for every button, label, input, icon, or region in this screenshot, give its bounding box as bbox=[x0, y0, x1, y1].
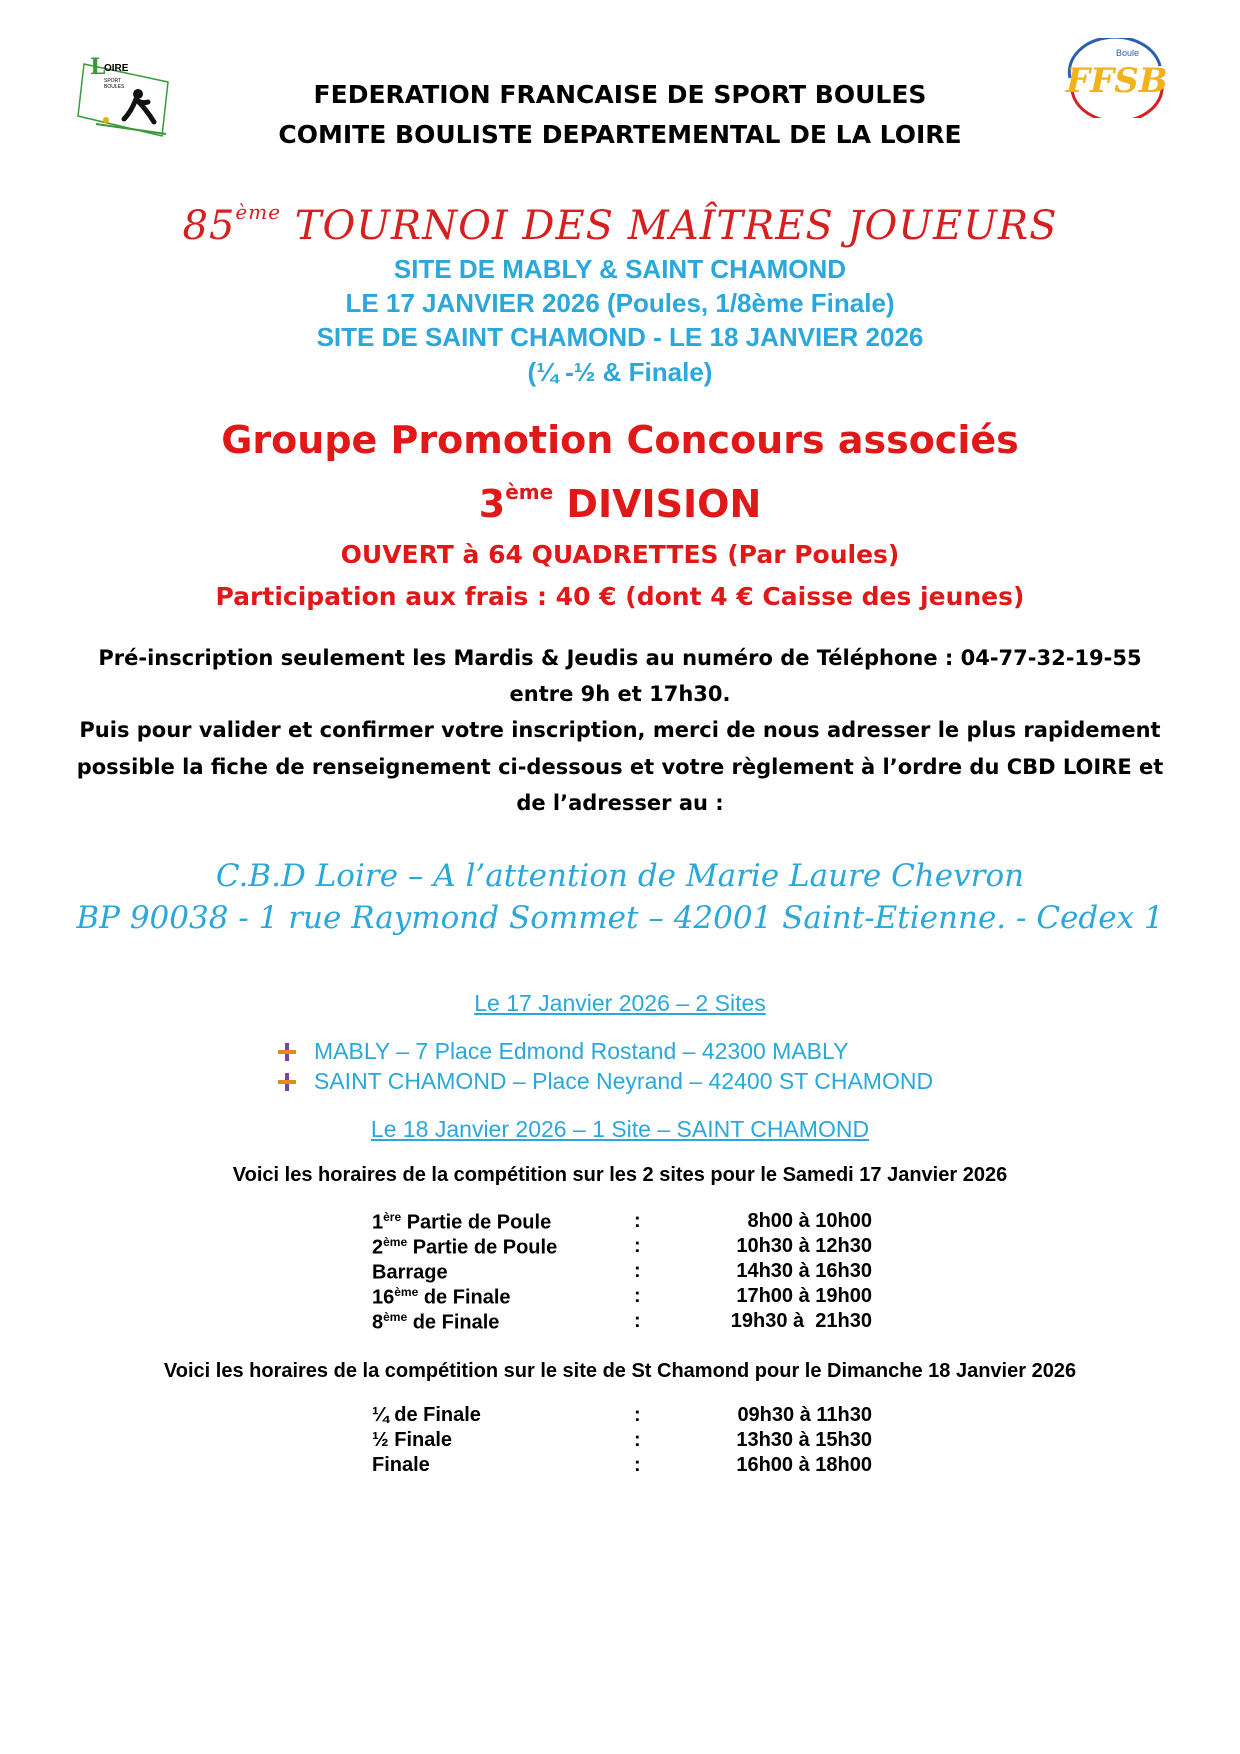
site-line: SITE DE SAINT CHAMOND - LE 18 JANVIER 2026 bbox=[316, 322, 924, 352]
committee-heading: COMITE BOULISTE DEPARTEMENTAL DE LA LOIRE bbox=[278, 120, 962, 149]
site-address: SAINT CHAMOND – Place Neyrand – 42400 ST CHAMOND bbox=[314, 1068, 934, 1094]
schedule-row bbox=[372, 1310, 872, 1336]
registration-line: Puis pour valider et confirmer votre inscription, merci de nous adresser le plus rapidement bbox=[79, 718, 1161, 742]
fee-text: Participation aux frais : 40 € (dont 4 € Caisse des jeunes) bbox=[215, 582, 1025, 611]
bullet-cross-icon bbox=[278, 1073, 296, 1091]
registration-line: de l’adresser au : bbox=[516, 791, 724, 815]
round-time: 14h30 à 16h30 bbox=[736, 1260, 872, 1282]
schedule-row bbox=[372, 1454, 872, 1480]
schedule1-title: Voici les horaires de la compétition sur les 2 sites pour le Samedi 17 Janvier 2026 bbox=[232, 1164, 1008, 1186]
schedule2-title: Voici les horaires de la compétition sur le site de St Chamond pour le Dimanche 18 Janvier 2026 bbox=[163, 1360, 1077, 1382]
day1-heading: Le 17 Janvier 2026 – 2 Sites bbox=[474, 990, 766, 1016]
round-label: 2ème Partie de Poule bbox=[372, 1235, 558, 1259]
round-label: 1ère Partie de Poule bbox=[372, 1210, 552, 1234]
svg-text:L: L bbox=[90, 54, 106, 80]
schedule-row bbox=[372, 1404, 872, 1430]
division-text: DIVISION bbox=[566, 482, 762, 526]
svg-text:OIRE: OIRE bbox=[104, 63, 129, 74]
round-label: ¼ de Finale bbox=[372, 1404, 481, 1426]
svg-text:SPORT: SPORT bbox=[104, 78, 122, 84]
registration-line: entre 9h et 17h30. bbox=[509, 682, 731, 706]
round-time: 10h30 à 12h30 bbox=[736, 1235, 872, 1257]
site-list-item bbox=[278, 1038, 848, 1065]
round-label: Finale bbox=[372, 1454, 430, 1476]
site-list-item bbox=[278, 1068, 933, 1095]
separator: : bbox=[634, 1235, 641, 1257]
site-line: SITE DE MABLY & SAINT CHAMOND bbox=[393, 254, 847, 284]
site-line: LE 17 JANVIER 2026 (Poules, 1/8ème Finale) bbox=[345, 288, 895, 318]
title-number: 85 bbox=[182, 203, 236, 249]
round-time: 16h00 à 18h00 bbox=[736, 1454, 872, 1476]
round-time: 09h30 à 11h30 bbox=[737, 1404, 872, 1426]
round-time: 8h00 à 10h00 bbox=[747, 1210, 872, 1232]
group-name: Groupe Promotion Concours associés bbox=[221, 418, 1019, 462]
separator: : bbox=[634, 1429, 641, 1451]
round-label: ½ Finale bbox=[372, 1429, 453, 1451]
schedule-row bbox=[372, 1429, 872, 1455]
registration-line: Pré-inscription seulement les Mardis & Jeudis au numéro de Téléphone : 04-77-32-19-55 bbox=[98, 646, 1142, 670]
site-address: MABLY – 7 Place Edmond Rostand – 42300 MABLY bbox=[314, 1038, 849, 1064]
round-label: Barrage bbox=[372, 1261, 448, 1284]
separator: : bbox=[634, 1210, 641, 1232]
site-line: (¼ -½ & Finale) bbox=[527, 357, 713, 387]
separator: : bbox=[634, 1454, 641, 1476]
division-suffix: ème bbox=[505, 480, 554, 504]
separator: : bbox=[634, 1404, 641, 1426]
title-suffix: ème bbox=[235, 200, 282, 224]
schedule-row bbox=[372, 1210, 872, 1236]
separator: : bbox=[634, 1260, 641, 1282]
svg-text:BOULES: BOULES bbox=[104, 84, 125, 90]
round-label: 16ème de Finale bbox=[372, 1285, 511, 1309]
schedule-row bbox=[372, 1285, 872, 1311]
division-heading bbox=[0, 480, 1240, 526]
svg-text:FFSB: FFSB bbox=[1066, 61, 1168, 101]
round-label: 8ème de Finale bbox=[372, 1310, 500, 1334]
separator: : bbox=[634, 1310, 641, 1332]
svg-text:Boule: Boule bbox=[1116, 48, 1140, 58]
open-to-text: OUVERT à 64 QUADRETTES (Par Poules) bbox=[340, 540, 900, 569]
round-time: 19h30 à 21h30 bbox=[730, 1310, 872, 1332]
day2-heading: Le 18 Janvier 2026 – 1 Site – SAINT CHAMOND bbox=[370, 1116, 870, 1142]
division-number: 3 bbox=[478, 482, 506, 526]
tournament-title bbox=[0, 200, 1240, 249]
bullet-cross-icon bbox=[278, 1043, 296, 1061]
separator: : bbox=[634, 1285, 641, 1307]
title-text: TOURNOI DES MAÎTRES JOUEURS bbox=[294, 203, 1058, 249]
round-time: 13h30 à 15h30 bbox=[736, 1429, 872, 1451]
round-time: 17h00 à 19h00 bbox=[736, 1285, 872, 1307]
schedule-row bbox=[372, 1260, 872, 1286]
address-line-2: BP 90038 - 1 rue Raymond Sommet – 42001 Saint-Etienne. - Cedex 1 bbox=[76, 900, 1164, 936]
address-line-1: C.B.D Loire – A l’attention de Marie Laure Chevron bbox=[215, 858, 1025, 894]
registration-line: possible la fiche de renseignement ci-dessous et votre règlement à l’ordre du CBD LOIRE et bbox=[76, 755, 1164, 779]
federation-heading: FEDERATION FRANCAISE DE SPORT BOULES bbox=[313, 80, 927, 109]
schedule-row bbox=[372, 1235, 872, 1261]
